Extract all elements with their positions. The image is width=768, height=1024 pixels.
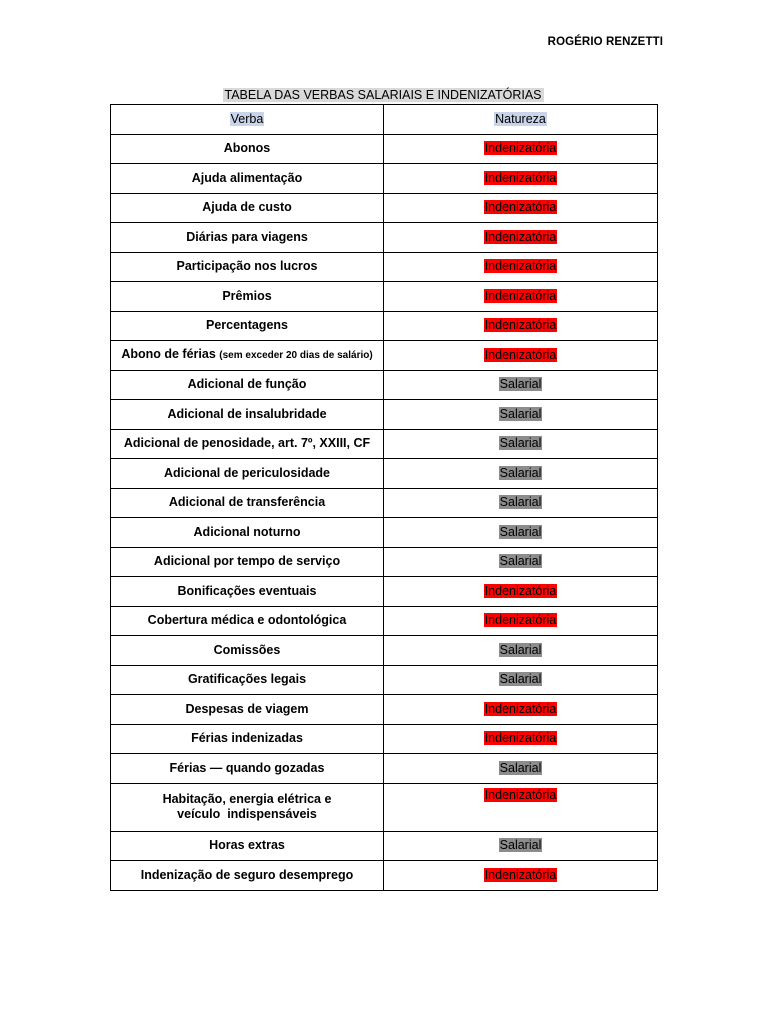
verba-cell [111, 193, 384, 223]
table-row [111, 311, 658, 341]
natureza-cell [384, 861, 658, 891]
natureza-cell [384, 134, 658, 164]
verba-cell [111, 636, 384, 666]
table-row [111, 754, 658, 784]
table-row [111, 488, 658, 518]
verba-cell [111, 831, 384, 861]
natureza-cell [384, 577, 658, 607]
table-row [111, 134, 658, 164]
natureza-badge-salarial: Salarial [499, 554, 542, 569]
natureza-cell [384, 754, 658, 784]
natureza-badge-salarial: Salarial [499, 760, 542, 775]
table-row [111, 459, 658, 489]
natureza-badge-indenizatoria: Indenizatória [484, 701, 557, 716]
verba-label: Gratificações legais [187, 672, 307, 687]
verba-label: Indenização de seguro desemprego [140, 867, 354, 882]
natureza-cell [384, 459, 658, 489]
verba-cell [111, 252, 384, 282]
verba-cell [111, 518, 384, 548]
verba-cell [111, 223, 384, 253]
natureza-badge-salarial: Salarial [499, 436, 542, 451]
verba-label: Adicional de função [187, 377, 307, 392]
table-row [111, 577, 658, 607]
natureza-cell [384, 400, 658, 430]
natureza-cell [384, 518, 658, 548]
table-row [111, 547, 658, 577]
verba-label: Bonificações eventuais [177, 583, 317, 598]
verba-label: Cobertura médica e odontológica [147, 613, 347, 628]
natureza-cell [384, 488, 658, 518]
verba-cell [111, 341, 384, 371]
table-row [111, 695, 658, 725]
natureza-cell [384, 223, 658, 253]
natureza-cell [384, 783, 658, 831]
verba-label: Adicional de penosidade, art. 7º, XXIII, CF [123, 436, 371, 451]
verba-label: Adicional noturno [193, 524, 301, 539]
table-title [110, 87, 656, 103]
table-body [111, 105, 658, 891]
natureza-cell [384, 341, 658, 371]
table-row [111, 282, 658, 312]
verba-label: Percentagens [206, 318, 288, 333]
table-row [111, 783, 658, 831]
natureza-cell [384, 370, 658, 400]
table-row [111, 606, 658, 636]
natureza-badge-indenizatoria: Indenizatória [484, 583, 557, 598]
verba-label: Abono de férias [121, 347, 216, 362]
natureza-cell [384, 831, 658, 861]
author-name: ROGÉRIO RENZETTI [547, 36, 663, 48]
verba-cell [111, 861, 384, 891]
natureza-badge-indenizatoria: Indenizatória [484, 141, 557, 156]
verba-cell [111, 282, 384, 312]
natureza-badge-salarial: Salarial [499, 672, 542, 687]
natureza-badge-indenizatoria: Indenizatória [484, 347, 557, 362]
verba-cell [111, 488, 384, 518]
table-row [111, 341, 658, 371]
verba-cell [111, 370, 384, 400]
table-row [111, 223, 658, 253]
natureza-cell [384, 164, 658, 194]
header-label-natureza: Natureza [495, 111, 546, 126]
natureza-badge-salarial: Salarial [499, 465, 542, 480]
verba-cell [111, 606, 384, 636]
verba-label: Adicional de transferência [168, 495, 326, 510]
natureza-badge-salarial: Salarial [499, 377, 542, 392]
table-row [111, 636, 658, 666]
verba-label: Diárias para viagens [186, 229, 308, 244]
natureza-cell [384, 665, 658, 695]
natureza-cell [384, 311, 658, 341]
natureza-badge-indenizatoria: Indenizatória [484, 867, 557, 882]
table-row [111, 370, 658, 400]
natureza-badge-indenizatoria: Indenizatória [484, 259, 557, 274]
verba-label: Prêmios [222, 288, 272, 303]
verba-cell [111, 724, 384, 754]
natureza-badge-indenizatoria: Indenizatória [484, 288, 557, 303]
natureza-badge-indenizatoria: Indenizatória [484, 787, 557, 802]
table-row [111, 518, 658, 548]
natureza-badge-indenizatoria: Indenizatória [484, 613, 557, 628]
natureza-cell [384, 606, 658, 636]
table-row [111, 724, 658, 754]
verba-cell [111, 783, 384, 831]
table-row [111, 861, 658, 891]
verba-cell [111, 311, 384, 341]
natureza-badge-salarial: Salarial [499, 495, 542, 510]
natureza-badge-indenizatoria: Indenizatória [484, 731, 557, 746]
table-title-text: TABELA DAS VERBAS SALARIAIS E INDENIZATÓRIAS [224, 88, 542, 102]
verba-label: Abonos [223, 141, 271, 156]
verba-label-line2: veículo indispensáveis [177, 807, 317, 821]
header-cell-natureza [384, 105, 658, 135]
verba-label: Férias indenizadas [191, 731, 303, 746]
natureza-badge-indenizatoria: Indenizatória [484, 229, 557, 244]
table-row [111, 252, 658, 282]
natureza-badge-indenizatoria: Indenizatória [484, 170, 557, 185]
table-row [111, 831, 658, 861]
table-row [111, 193, 658, 223]
verba-label: Habitação, energia elétrica e [162, 792, 332, 806]
verba-label: Despesas de viagem [185, 701, 309, 716]
verba-label: Ajuda de custo [202, 200, 292, 215]
verba-cell [111, 754, 384, 784]
natureza-cell [384, 724, 658, 754]
natureza-cell [384, 547, 658, 577]
natureza-cell [384, 429, 658, 459]
natureza-badge-salarial: Salarial [499, 838, 542, 853]
header-label-verba: Verba [230, 111, 264, 126]
header-cell-verba [111, 105, 384, 135]
verba-label: Ajuda alimentação [191, 170, 303, 185]
verba-label: Adicional de insalubridade [167, 406, 327, 421]
verba-label: Horas extras [209, 838, 285, 853]
verba-label: Férias — quando gozadas [169, 760, 325, 775]
verba-cell [111, 547, 384, 577]
natureza-cell [384, 282, 658, 312]
table-row [111, 665, 658, 695]
natureza-cell [384, 636, 658, 666]
table-header-row [111, 105, 658, 135]
verba-label: Comissões [213, 642, 281, 657]
verba-label: Adicional de periculosidade [163, 465, 330, 480]
verba-cell [111, 577, 384, 607]
natureza-badge-salarial: Salarial [499, 406, 542, 421]
verba-cell [111, 695, 384, 725]
verba-note: (sem exceder 20 dias de salário) [219, 350, 373, 362]
verba-label: Adicional por tempo de serviço [153, 554, 341, 569]
natureza-badge-salarial: Salarial [499, 642, 542, 657]
natureza-badge-salarial: Salarial [499, 524, 542, 539]
table-row [111, 164, 658, 194]
verba-cell [111, 134, 384, 164]
table-row [111, 429, 658, 459]
verba-cell [111, 665, 384, 695]
verba-label: Participação nos lucros [176, 259, 318, 274]
verbas-table [110, 104, 658, 891]
natureza-cell [384, 695, 658, 725]
table-row [111, 400, 658, 430]
verba-cell [111, 429, 384, 459]
verba-cell [111, 459, 384, 489]
natureza-cell [384, 193, 658, 223]
natureza-badge-indenizatoria: Indenizatória [484, 318, 557, 333]
natureza-badge-indenizatoria: Indenizatória [484, 200, 557, 215]
verba-cell [111, 164, 384, 194]
verba-cell [111, 400, 384, 430]
natureza-cell [384, 252, 658, 282]
